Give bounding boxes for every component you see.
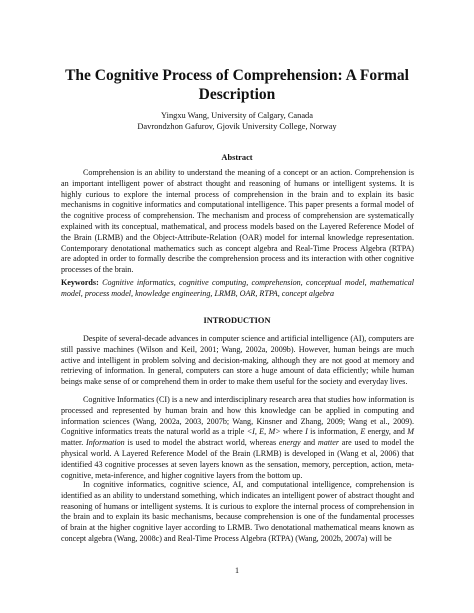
author-line: Yingxu Wang, University of Calgary, Canada	[161, 111, 313, 120]
author-block	[60, 110, 414, 132]
abstract-text: Comprehension is an ability to understand the meaning of a concept or an action. Comprehension is an important intelligent power of abstract thought and reasoning of humans or intelligent systems. It is highly curious to explore the internal process of comprehension in the brain and to explain its basic mechanisms in cognitive informatics and computational intelligence. This paper presents a formal model of the cognitive process of comprehension. The mechanism and process of comprehension are systematically explained with its conceptual, mathematical, and process models based on the Layered Reference Model of the Brain (LRMB) and the Object-Attribute-Relation (OAR) model for internal knowledge representation. Contemporary denotational mathematics such as concept algebra and Real-Time Process Algebra (RTPA) are adopted in order to formally describe the comprehension process and its interaction with other cognitive processes of the brain.	[61, 168, 414, 275]
abstract-heading: Abstract	[221, 153, 253, 162]
intro-paragraph-1: Despite of several-decade advances in computer science and artificial intelligence (AI), computers are still passive machines (Wilson and Keil, 2001; Wang, 2002a, 2009b). However, human beings are much active and intelligent in problem solving and decision-making, although they are not good at memory and retrieving of information. In general, computers can store a huge amount of data efficiently; while human beings make sense of or comprehend them in order to make them useful for the society and everyday lives.	[61, 334, 414, 387]
page-number: 1	[234, 566, 240, 575]
keywords-label: Keywords:	[61, 278, 99, 287]
paper-title: The Cognitive Process of Comprehension: A Formal Description	[65, 67, 409, 103]
keywords-text: Cognitive informatics, cognitive computing, comprehension, conceptual model, mathematical model, process model, knowledge engineering, LRMB, OAR, RTPA, concept algebra	[61, 278, 414, 298]
author-line: Davrondzhon Gafurov, Gjovik University College, Norway	[137, 122, 337, 131]
intro-paragraph-3: In cognitive informatics, cognitive science, AI, and computational intelligence, comprehension is identified as an ability to understand something, which indicates an intelligent power of abstract thought and reasoning of humans or intelligent systems. It is curious to explore the internal process of comprehension in the brain and to explain its basic mechanisms, because comprehension is one of the fundamental processes of brain at the higher cognitive layer according to LRMB. Two denotational mathematical means known as concept algebra (Wang, 2008c) and Real-Time Process Algebra (RTPA) (Wang, 2002b, 2007a) will be	[61, 480, 414, 543]
keywords-line	[61, 278, 414, 300]
section-heading-introduction: INTRODUCTION	[203, 316, 271, 325]
intro-paragraph-2: Cognitive Informatics (CI) is a new and interdisciplinary research area that studies how information is processed and represented by human brain and how this knowledge can be applied in computing and information sciences (Wang, 2002a, 2003, 2007b; Wang, Kinsner and Zhang, 2009; Wang et al., 2009). Cognitive informatics treats the natural world as a triple <I, E, M> where I is information, E energy, and M matter. Information is used to model the abstract world, whereas energy and matter are used to model the physical world. A Layered Reference Model of the Brain (LRMB) is developed in (Wang et al, 2006) that identified 43 cognitive processes at seven layers known as the sensation, memory, perception, action, meta-cognitive, meta-inference, and higher cognitive layers from the bottom up.	[61, 395, 415, 480]
